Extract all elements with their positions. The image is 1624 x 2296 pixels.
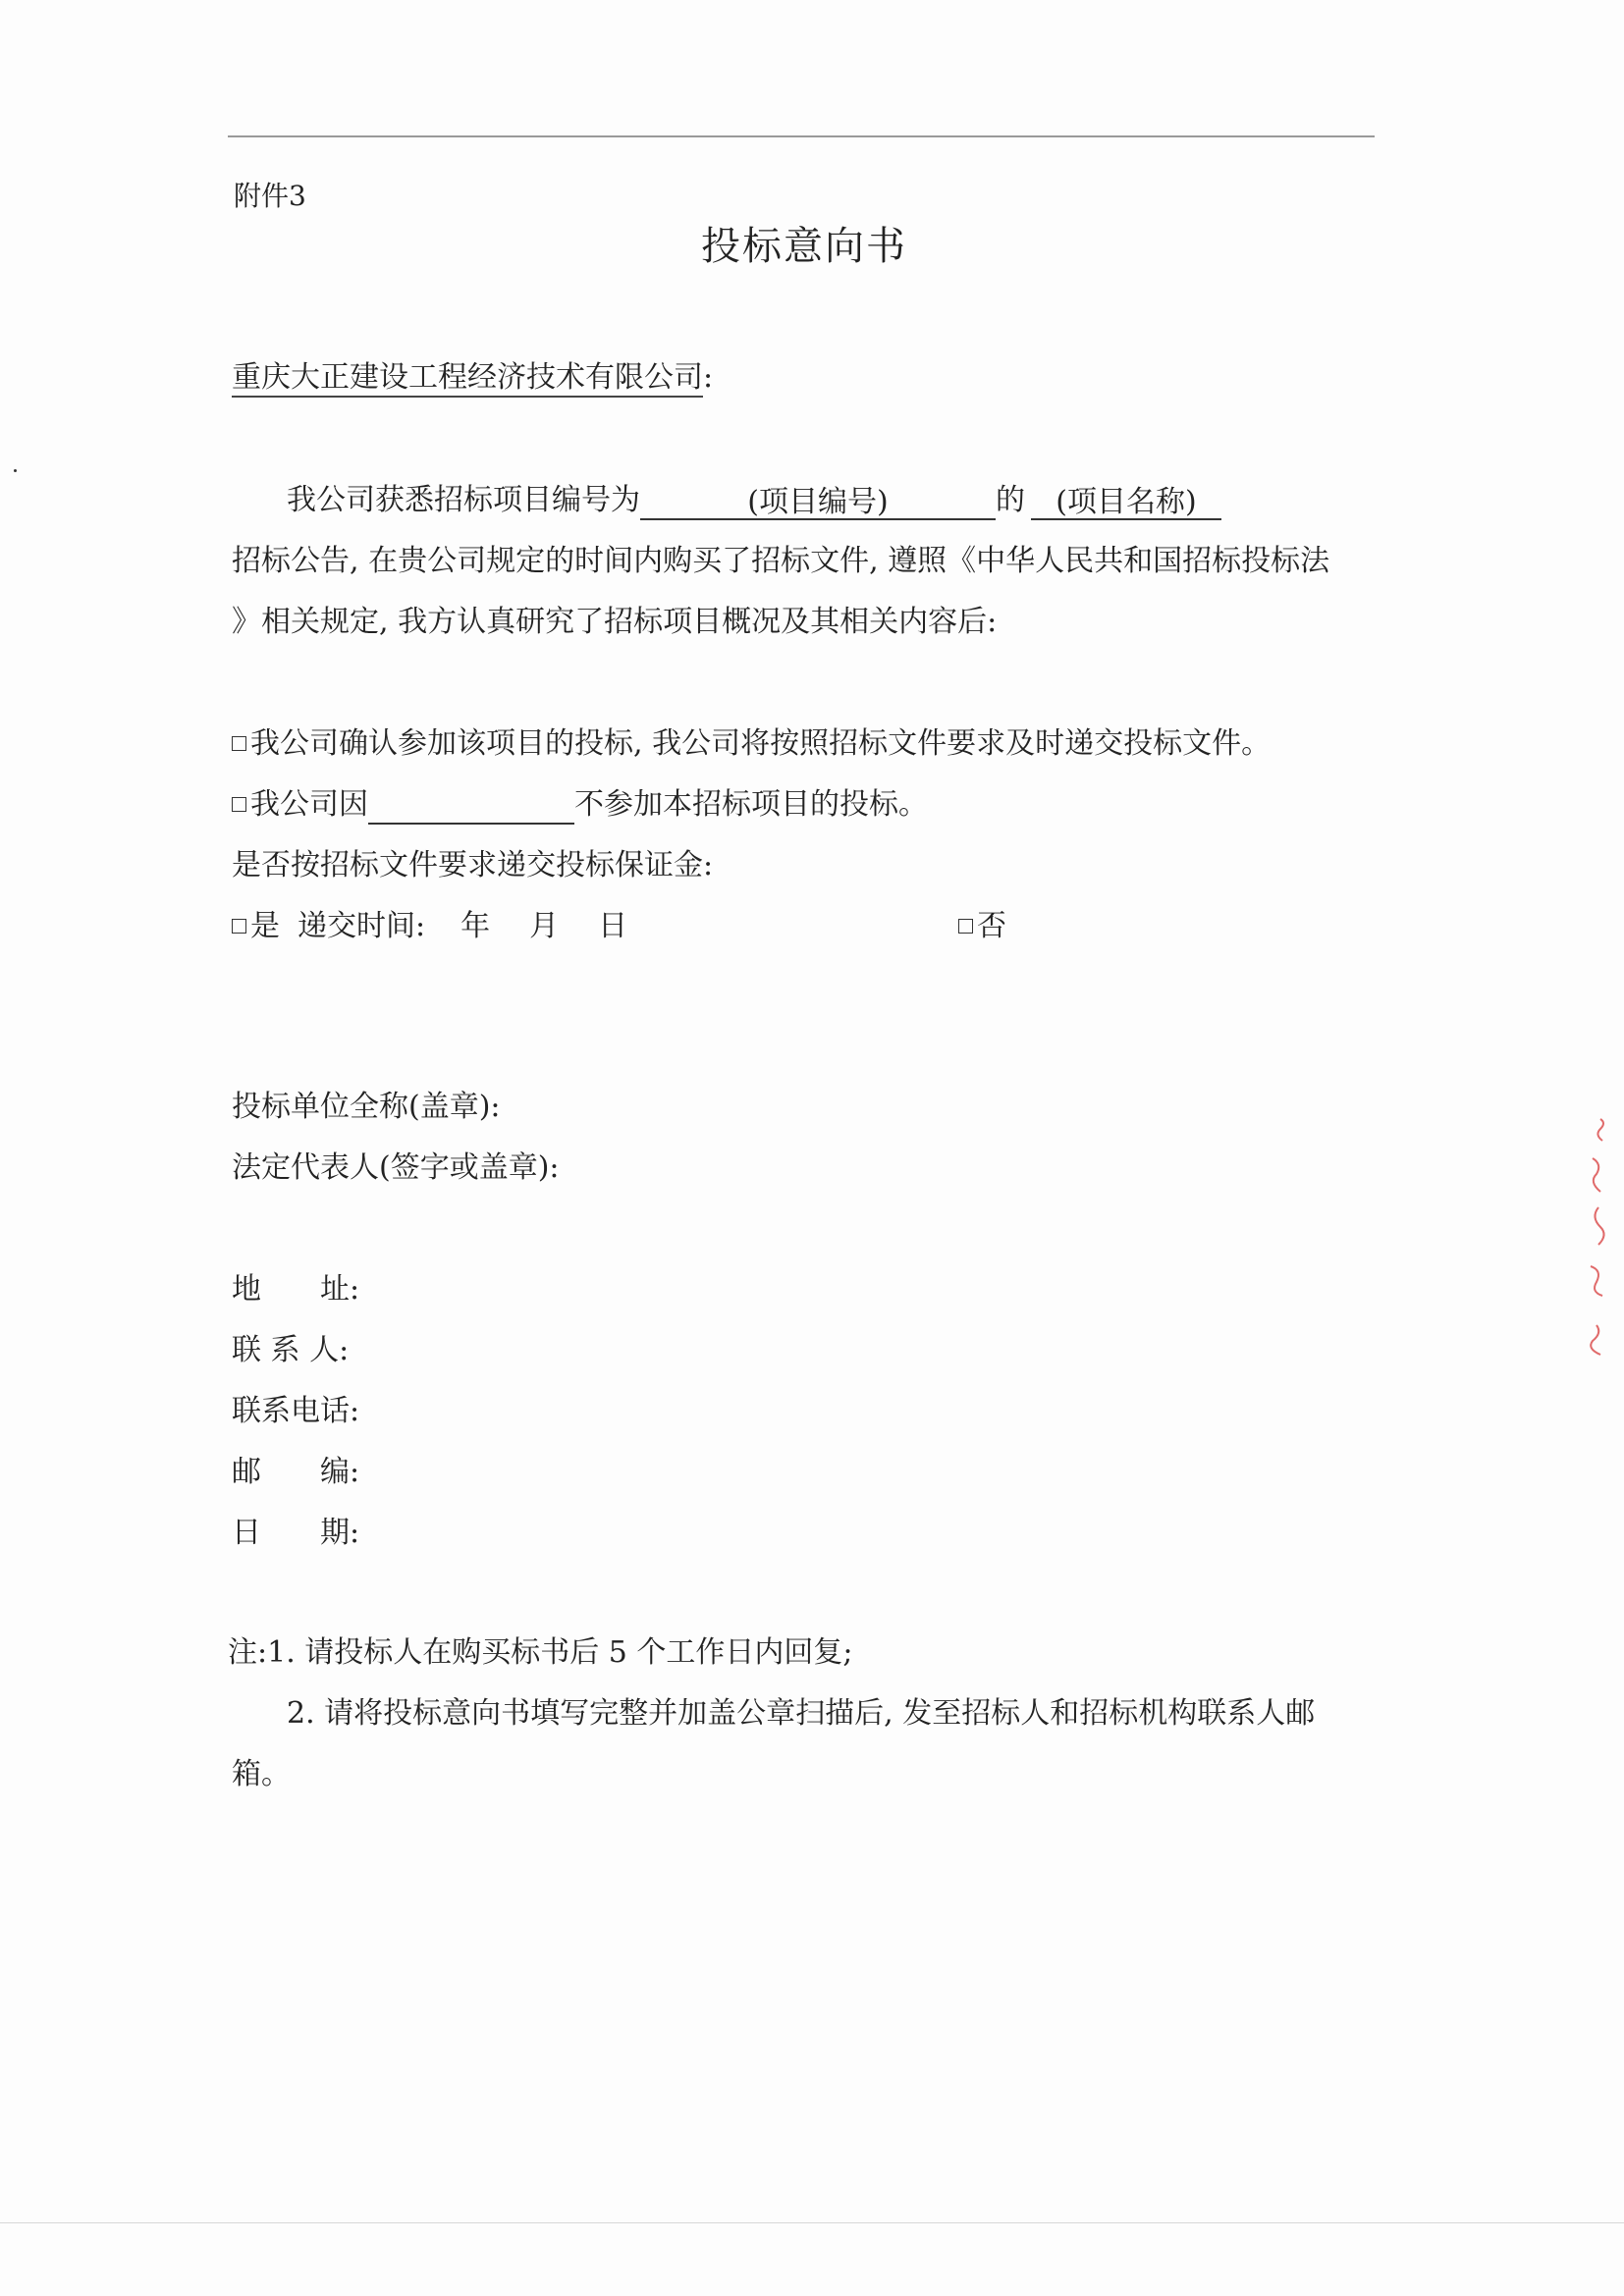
project-number-field[interactable] bbox=[640, 483, 996, 520]
decline-reason-field[interactable] bbox=[368, 787, 574, 825]
bottom-rule bbox=[0, 2222, 1624, 2223]
decline-suffix: 不参加本招标项目的投标。 bbox=[574, 787, 928, 822]
contact-person-label: 联 系 人: bbox=[232, 1333, 350, 1367]
legal-rep-label: 法定代表人(签字或盖章): bbox=[232, 1150, 560, 1185]
note-2: 2. 请将投标意向书填写完整并加盖公章扫描后, 发至招标人和招标机构联系人邮 bbox=[287, 1696, 1316, 1731]
addressee bbox=[232, 358, 713, 398]
project-number-placeholder: (项目编号) bbox=[747, 485, 889, 519]
addressee-colon: : bbox=[703, 360, 714, 395]
decline-prefix: 我公司因 bbox=[250, 787, 368, 822]
attachment-label: 附件3 bbox=[234, 180, 306, 212]
yes-checkbox[interactable] bbox=[232, 919, 246, 934]
no-label: 否 bbox=[977, 909, 1006, 943]
intro-text-1: 我公司获悉招标项目编号为 bbox=[287, 483, 640, 517]
year-label: 年 bbox=[460, 909, 491, 943]
phone-label: 联系电话: bbox=[232, 1394, 360, 1428]
confirm-option bbox=[232, 724, 1271, 764]
scan-speck bbox=[14, 469, 17, 472]
note-2-continued: 箱。 bbox=[232, 1757, 291, 1791]
seal-stroke bbox=[1591, 1325, 1600, 1355]
seal-edge-mark bbox=[1583, 1099, 1612, 1384]
seal-stroke bbox=[1593, 1158, 1600, 1192]
deposit-no-option bbox=[958, 907, 1006, 946]
month-label: 月 bbox=[529, 909, 560, 943]
seal-stroke bbox=[1595, 1207, 1603, 1245]
intro-line-3: 》相关规定, 我方认真研究了招标项目概况及其相关内容后: bbox=[232, 605, 998, 639]
project-name-placeholder: (项目名称) bbox=[1056, 485, 1197, 519]
note-1: 注:1. 请投标人在购买标书后 5 个工作日内回复; bbox=[228, 1635, 853, 1670]
confirm-checkbox[interactable] bbox=[232, 736, 246, 751]
address-label: 地 址: bbox=[232, 1272, 360, 1307]
seal-stroke bbox=[1597, 1119, 1603, 1141]
deposit-yes-option bbox=[232, 907, 627, 946]
addressee-name: 重庆大正建设工程经济技术有限公司 bbox=[232, 360, 703, 398]
decline-checkbox[interactable] bbox=[232, 797, 246, 812]
day-label: 日 bbox=[598, 909, 628, 943]
confirm-text: 我公司确认参加该项目的投标, 我公司将按照招标文件要求及时递交投标文件。 bbox=[250, 726, 1272, 761]
intro-text-2: 的 bbox=[996, 483, 1025, 517]
decline-option bbox=[232, 785, 928, 825]
seal-stroke bbox=[1591, 1266, 1602, 1296]
intro-line-2: 招标公告, 在贵公司规定的时间内购买了招标文件, 遵照《中华人民共和国招标投标法 bbox=[232, 544, 1330, 578]
document-title: 投标意向书 bbox=[701, 224, 907, 269]
date-label: 日 期: bbox=[232, 1516, 360, 1550]
postcode-label: 邮 编: bbox=[232, 1455, 360, 1489]
intro-line-1 bbox=[287, 481, 1221, 520]
project-name-field[interactable] bbox=[1031, 483, 1221, 520]
submit-time-label: 递交时间: bbox=[298, 909, 426, 943]
bidder-name-label: 投标单位全称(盖章): bbox=[232, 1090, 501, 1124]
deposit-question: 是否按招标文件要求递交投标保证金: bbox=[232, 848, 714, 882]
no-checkbox[interactable] bbox=[958, 919, 973, 934]
yes-label: 是 bbox=[250, 909, 280, 943]
top-rule bbox=[228, 135, 1375, 137]
